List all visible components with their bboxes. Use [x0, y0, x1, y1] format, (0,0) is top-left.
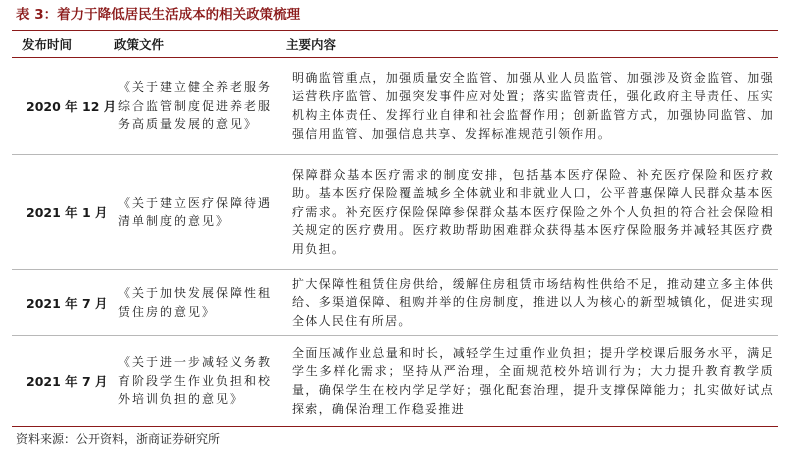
table-header-row [12, 31, 778, 58]
row-content: 保障群众基本医疗需求的制度安排，包括基本医疗保险、补充医疗保险和医疗救助。基本医疗保险覆盖城乡全体就业和非就业人口，公平普惠保障人民群众基本医疗需求。补充医疗保险保障参保群众基本医疗保险之外个人负担的符合社会保险相关规定的医疗费用。医疗救助帮助困难群众获得基本医疗保险服务并减轻其医疗费用负担。 [282, 155, 778, 270]
table-row [12, 155, 778, 270]
row-doc: 《关于建立医疗保障待遇清单制度的意见》 [114, 155, 282, 270]
row-doc: 《关于建立健全养老服务综合监管制度促进养老服务高质量发展的意见》 [114, 58, 282, 155]
table-row [12, 336, 778, 427]
policy-table [12, 31, 778, 427]
row-date: 2021 年 7 月 [12, 270, 114, 336]
row-doc: 《关于加快发展保障性租赁住房的意见》 [114, 270, 282, 336]
header-doc: 政策文件 [114, 31, 282, 58]
table-row [12, 270, 778, 336]
table-row [12, 58, 778, 155]
header-content: 主要内容 [282, 31, 778, 58]
row-content: 扩大保障性租赁住房供给，缓解住房租赁市场结构性供给不足，推动建立多主体供给、多渠道保障、租购并举的住房制度，推进以人为核心的新型城镇化，促进实现全体人民住有所居。 [282, 270, 778, 336]
header-date: 发布时间 [12, 31, 114, 58]
row-date: 2021 年 1 月 [12, 155, 114, 270]
row-content: 明确监管重点，加强质量安全监管、加强从业人员监管、加强涉及资金监管、加强运营秩序监管、加强突发事件应对处置；落实监管责任，强化政府主导责任、压实机构主体责任、发挥行业自律和社会监督作用；创新监管方式，加强协同监管、加强信用监管、加强信息共享、发挥标准规范引领作用。 [282, 58, 778, 155]
row-doc: 《关于进一步减轻义务教育阶段学生作业负担和校外培训负担的意见》 [114, 336, 282, 427]
table-title: 表 3：着力于降低居民生活成本的相关政策梳理 [12, 0, 778, 31]
row-content: 全面压减作业总量和时长，减轻学生过重作业负担；提升学校课后服务水平，满足学生多样化需求；坚持从严治理，全面规范校外培训行为；大力提升教育教学质量，确保学生在校内学足学好；强化配套治理，提升支撑保障能力；扎实做好试点探索，确保治理工作稳妥推进 [282, 336, 778, 427]
source-note: 资料来源：公开资料，浙商证券研究所 [16, 432, 221, 446]
row-date: 2020 年 12 月 [12, 58, 114, 155]
row-date: 2021 年 7 月 [12, 336, 114, 427]
